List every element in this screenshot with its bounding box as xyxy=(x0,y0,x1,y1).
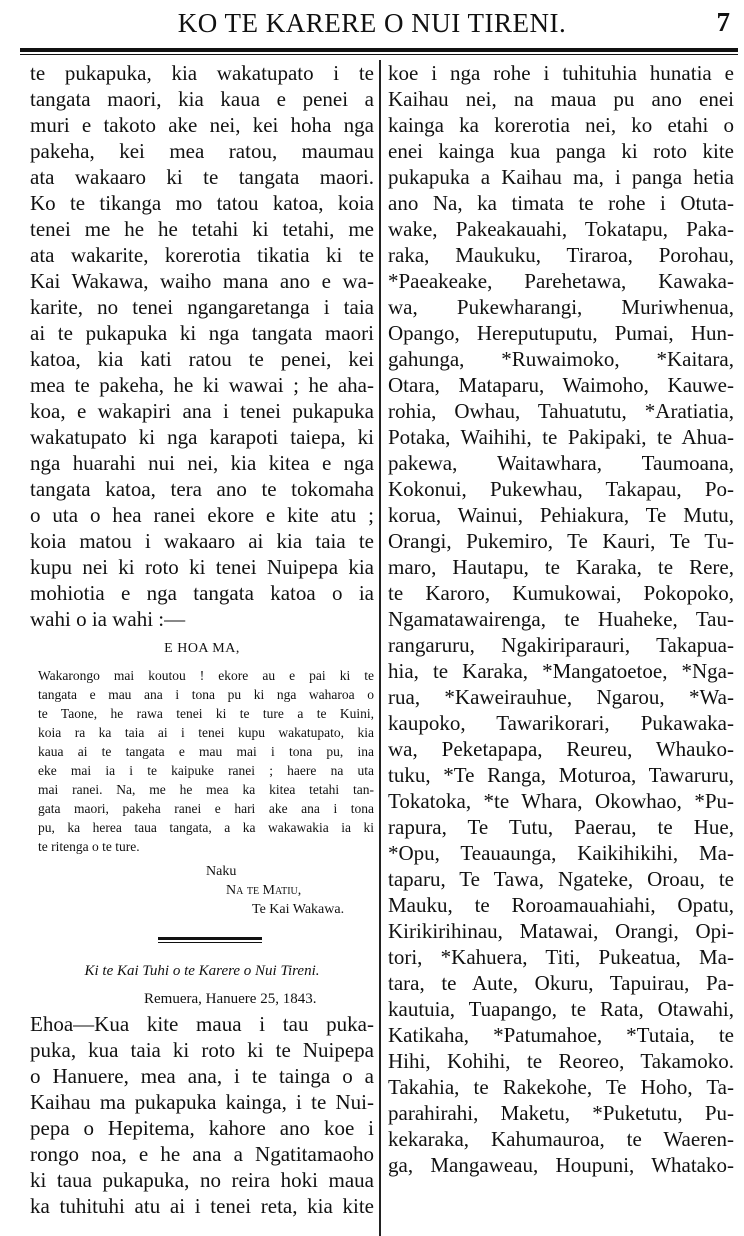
text-line: tangata e mau ana i tona pu ki nga waharoa o xyxy=(38,687,374,702)
text-line: wake, Pakeakauahi, Tokatapu, Paka- xyxy=(388,217,734,241)
letter2-dateline: Remuera, Hanuere 25, 1843. xyxy=(144,991,317,1007)
text-line: ata wakaaro ki te tangata maori. xyxy=(30,165,374,189)
text-line: korua, Wainui, Pehiakura, Te Mutu, xyxy=(388,503,734,527)
text-line: Kokonui, Pukewhau, Takapau, Po- xyxy=(388,477,734,501)
section-rule xyxy=(158,937,262,940)
text-line: Kaihau ma pukapuka kainga, i te Nui- xyxy=(30,1090,374,1114)
text-line: gahunga, *Ruwaimoko, *Kaitara, xyxy=(388,347,734,371)
text-line: puka, kua taia ki roto ki te Nuipepa xyxy=(30,1038,374,1062)
text-line: pepa o Hepitema, kahore ano koe i xyxy=(30,1116,374,1140)
text-line: *Opu, Teauaunga, Kaikihikihi, Ma- xyxy=(388,841,734,865)
text-line: pakewa, Waitawhara, Taumoana, xyxy=(388,451,734,475)
signature-office: Te Kai Wakawa. xyxy=(252,902,345,917)
column-divider xyxy=(379,60,381,1236)
text-line: wa, Peketapapa, Reureu, Whauko- xyxy=(388,737,734,761)
text-line: Tokatoka, *te Whara, Okowhao, *Pu- xyxy=(388,789,734,813)
text-line: koia ra ka taia ai i tenei kupu wakatupato, kia xyxy=(38,725,374,740)
text-line: rongo noa, e he ana a Ngatitamaoho xyxy=(30,1142,374,1166)
text-line: kupu nei ki roto ki tenei Nuipepa kia xyxy=(30,555,374,579)
text-line: ano Na, ka timata te rohe i Otuta- xyxy=(388,191,734,215)
text-line: koia matou i wakaaro ai kia taia te xyxy=(30,529,374,553)
text-line: o Hanuere, mea ana, i te tainga o a xyxy=(30,1064,374,1088)
newspaper-title: KO TE KARERE O NUI TIRENI. xyxy=(177,8,567,38)
page-number: 7 xyxy=(716,7,730,37)
text-line: ga, Mangaweau, Houpuni, Whatako- xyxy=(388,1153,734,1177)
text-line: koa, e wakapiri ana i tenei pukapuka xyxy=(30,399,374,423)
text-line: kaupoko, Tawarikorari, Pukawaka- xyxy=(388,711,734,735)
text-line: maro, Hautapu, te Karaka, te Rere, xyxy=(388,555,734,579)
text-line: tangata katoa, tera ano te tokomaha xyxy=(30,477,374,501)
text-line: tara, te Aute, Okuru, Tapuirau, Pa- xyxy=(388,971,734,995)
paragraph-1 xyxy=(30,60,374,632)
text-line: raka, Maukuku, Tiraroa, Porohau, xyxy=(388,243,734,267)
text-line: Otara, Mataparu, Waimoho, Kauwe- xyxy=(388,373,734,397)
place-names-paragraph xyxy=(388,60,734,1178)
text-line: wa, Pukewharangi, Muriwhenua, xyxy=(388,295,734,319)
text-line: Opango, Hereputuputu, Pumai, Hun- xyxy=(388,321,734,345)
text-line: pu, ka herea taua tangata, a ka wakawakia ia ki xyxy=(38,820,374,835)
text-line: koe i nga rohe i tuhituhia hunatia e xyxy=(388,61,734,85)
text-line: mea te pakeha, he ki wawai ; he aha- xyxy=(30,373,374,397)
text-line: ka tuhituhi atu ai i tenei reta, kia kite xyxy=(30,1194,374,1218)
text-line: rua, *Kaweirauhue, Ngarou, *Wa- xyxy=(388,685,734,709)
text-line: wakatupato ki nga karapoti taiepa, ki xyxy=(30,425,374,449)
text-line: Katikaha, *Patumahoe, *Tutaia, te xyxy=(388,1023,734,1047)
text-line: kaua ai te tangata e mau mai i tona pu, ina xyxy=(38,744,374,759)
text-line: ata wakarite, korerotia tikatia ki te xyxy=(30,243,374,267)
text-line: Wakarongo mai koutou ! ekore au e pai ki te xyxy=(38,668,374,683)
text-line: te Taone, he rawa tenei ki te ture a te Kuini, xyxy=(38,706,374,721)
text-line: mai ranei. Na, me he mea ka kitea tetahi tan- xyxy=(38,782,374,797)
text-line: tuku, *Te Ranga, Moturoa, Tawaruru, xyxy=(388,763,734,787)
text-line: tangata maori, kia kaua e penei a xyxy=(30,87,374,111)
text-line: te pukapuka, kia wakatupato i te xyxy=(30,61,374,85)
text-line: eke mai ia i te kaipuke ranei ; haere na uta xyxy=(38,763,374,778)
section-rule-thin xyxy=(158,942,262,943)
text-line: *Paeakeake, Parehetawa, Kawaka- xyxy=(388,269,734,293)
text-line: tenei me he he tetahi ki tetahi, me xyxy=(30,217,374,241)
text-line: mohiotia e nga tangata katoa o ia xyxy=(30,581,374,605)
signature-from: Naku xyxy=(206,864,237,879)
text-line: Kirikirihinau, Matawai, Orangi, Opi- xyxy=(388,919,734,943)
text-line: Potaka, Waihihi, te Pakipaki, te Ahua- xyxy=(388,425,734,449)
text-line: kainga ka korerotia nei, ko etahi o xyxy=(388,113,734,137)
text-line: Orangi, Pukemiro, Te Kauri, Te Tu- xyxy=(388,529,734,553)
text-line: Mauku, te Roroamauahiahi, Opatu, xyxy=(388,893,734,917)
text-line: karite, no tenei ngangaretanga i taia xyxy=(30,295,374,319)
text-line: Kai Wakawa, waiho mana ano e wa- xyxy=(30,269,374,293)
text-line: parahirahi, Maketu, *Puketutu, Pu- xyxy=(388,1101,734,1125)
text-line: te ritenga o te ture. xyxy=(38,839,140,854)
letter2-heading: Ki te Kai Tuhi o te Karere o Nui Tireni. xyxy=(84,963,320,979)
text-line: taparu, Te Tawa, Ngateke, Oroau, te xyxy=(388,867,734,891)
text-line: o uta o hea ranei ekore e kite atu ; xyxy=(30,503,374,527)
text-line: kekaraka, Kahumauroa, te Waeren- xyxy=(388,1127,734,1151)
text-line: tori, *Kahuera, Titi, Pukeatua, Ma- xyxy=(388,945,734,969)
notice-letter xyxy=(30,666,374,856)
left-column xyxy=(30,60,374,1219)
signature-name: Na te Matiu, xyxy=(226,883,302,898)
text-line: katoa, kia kati ratou te penei, kei xyxy=(30,347,374,371)
text-line: rohia, Owhau, Tahuatutu, *Aratiatia, xyxy=(388,399,734,423)
right-column xyxy=(388,60,734,1178)
header-rule xyxy=(20,48,738,52)
text-line: gata maori, pakeha ranei e hari ake ana i tona xyxy=(38,801,374,816)
text-line: pakeha, kei mea ratou, maumau xyxy=(30,139,374,163)
text-line: wahi o ia wahi :— xyxy=(30,607,186,631)
text-line: Kaihau nei, na maua pu ano enei xyxy=(388,87,734,111)
text-line: Ngamatawairenga, te Huaheke, Tau- xyxy=(388,607,734,631)
letter-heading: E HOA MA, xyxy=(164,641,240,656)
text-line: Hihi, Kohihi, te Reoreo, Takamoko. xyxy=(388,1049,734,1073)
text-line: muri e takoto ake nei, kei hoha nga xyxy=(30,113,374,137)
text-line: kautuia, Tuapango, te Rata, Otawahi, xyxy=(388,997,734,1021)
text-line: rangaruru, Ngakiriparauri, Takapua- xyxy=(388,633,734,657)
text-line: ai te pukapuka ki nga tangata maori xyxy=(30,321,374,345)
text-line: nga huarahi nui nei, kia kitea e nga xyxy=(30,451,374,475)
text-line: Ehoa—Kua kite maua i tau puka- xyxy=(30,1012,374,1036)
text-line: Ko te tikanga mo tatou katoa, koia xyxy=(30,191,374,215)
text-line: enei kainga kua panga ki roto kite xyxy=(388,139,734,163)
text-line: Takahia, te Rakekohe, Te Hoho, Ta- xyxy=(388,1075,734,1099)
text-line: hia, te Karaka, *Mangatoetoe, *Nga- xyxy=(388,659,734,683)
paragraph-2 xyxy=(30,1011,374,1219)
text-line: te Karoro, Kumukowai, Pokopoko, xyxy=(388,581,734,605)
text-line: pukapuka a Kaihau ma, i panga hetia xyxy=(388,165,734,189)
text-line: rapura, Te Tutu, Paerau, te Hue, xyxy=(388,815,734,839)
text-line: ki taua pukapuka, no reira hoki maua xyxy=(30,1168,374,1192)
header-rule-thin xyxy=(20,54,738,55)
